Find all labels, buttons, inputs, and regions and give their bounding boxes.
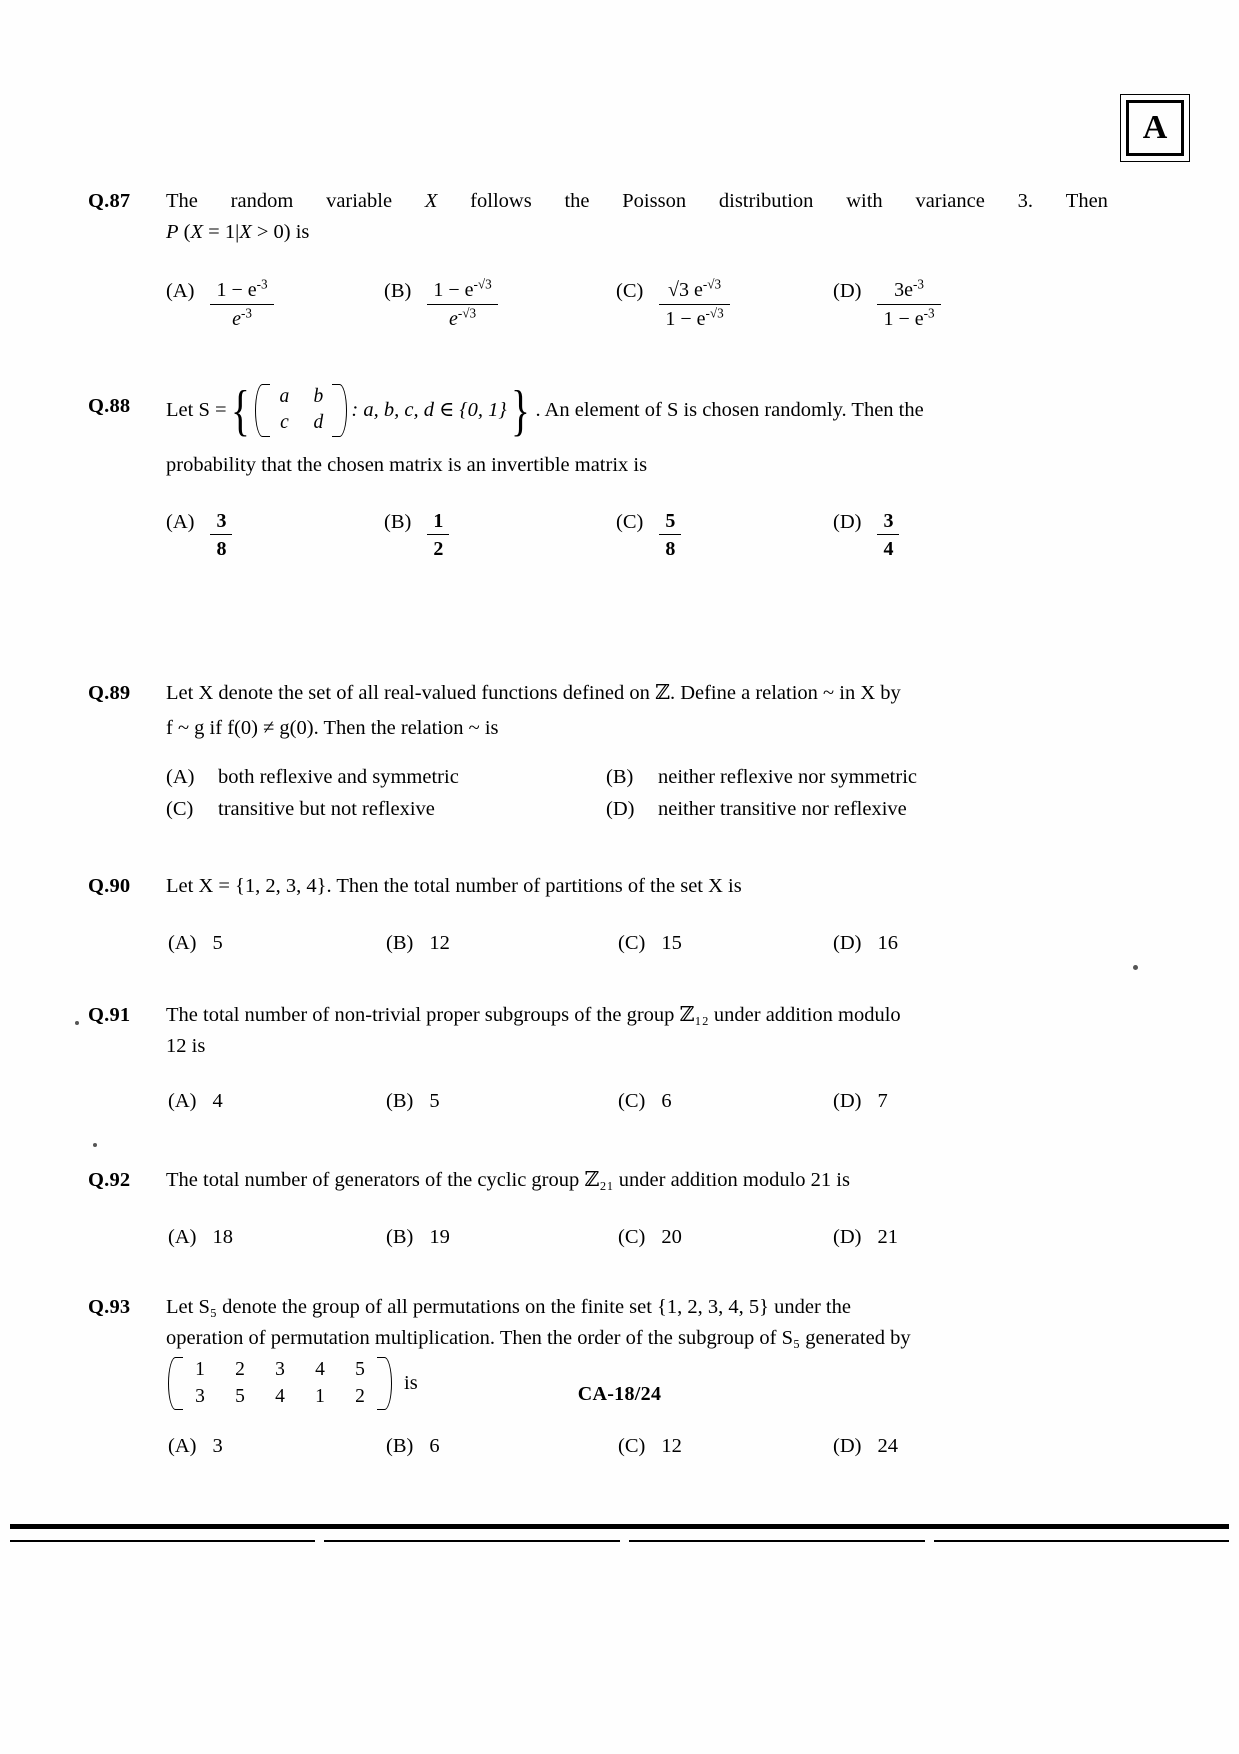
option-Q92-C[interactable]: (C) 20 xyxy=(618,1226,682,1249)
question-number-Q87: Q.87 xyxy=(88,190,131,212)
question-Q91 xyxy=(88,1000,1108,1124)
set-brace-close: } xyxy=(510,379,530,442)
question-stem-Q87-line2: P (X = 1|X > 0) is xyxy=(166,221,310,244)
question-stem-Q88-line1: Let S = { a b c d : a, b, c, d ∈ {0, 1} } . An element of S is chosen randomly. Then the xyxy=(166,379,924,442)
question-stem-Q87-line1: The random variable X follows the Poisson distribution with variance 3. Then xyxy=(166,190,1108,212)
option-Q89-D[interactable]: (D) neither transitive nor reflexive xyxy=(606,798,907,821)
option-Q93-B[interactable]: (B) 6 xyxy=(386,1434,440,1457)
scan-speck xyxy=(75,1021,79,1025)
question-stem-Q89-line1: Let X denote the set of all real-valued functions defined on ℤ. Define a relation ~ in X by xyxy=(166,682,901,704)
option-Q90-B[interactable]: (B) 12 xyxy=(386,932,450,955)
question-Q87 xyxy=(88,186,1108,350)
option-Q92-B[interactable]: (B) 19 xyxy=(386,1226,450,1249)
options-Q92 xyxy=(88,1226,1108,1260)
option-Q91-A[interactable]: (A) 4 xyxy=(168,1090,223,1113)
question-stem-Q93-after-matrix: is xyxy=(404,1372,418,1395)
options-Q93 xyxy=(88,1435,1108,1469)
paren-right-icon xyxy=(339,383,349,438)
option-Q87-A[interactable]: (A) $\frac{1 - e^{-3}}{e^{-3}}$ xyxy=(166,280,274,331)
option-Q92-D[interactable]: (D) 21 xyxy=(833,1226,898,1249)
option-Q91-D[interactable]: (D) 7 xyxy=(833,1090,888,1113)
option-Q88-D[interactable]: (D) $\frac{3}{4}$ xyxy=(833,511,899,562)
options-Q87 xyxy=(88,276,1108,350)
bottom-rules xyxy=(10,1524,1229,1542)
options-Q90 xyxy=(88,932,1108,966)
set-brace-open: { xyxy=(230,379,250,442)
paren-left-icon xyxy=(253,383,263,438)
option-Q87-C[interactable]: (C) $\frac{√3 e^{-√3}}{1 - e^{-√3}}$ xyxy=(616,280,730,331)
question-stem-Q90-line1: Let X = {1, 2, 3, 4}. Then the total number of partitions of the set X is xyxy=(166,875,742,897)
question-stem-Q89-line2: f ~ g if f(0) ≠ g(0). Then the relation ~ is xyxy=(166,717,499,740)
option-Q89-B[interactable]: (B) neither reflexive nor symmetric xyxy=(606,766,917,789)
option-Q87-A-fraction: $\frac{1 - e^{-3}}{e^{-3}}$ xyxy=(210,279,273,330)
option-Q91-B[interactable]: (B) 5 xyxy=(386,1090,440,1113)
question-number-Q92: Q.92 xyxy=(88,1169,131,1191)
question-Q90 xyxy=(88,871,1108,966)
question-number-Q91: Q.91 xyxy=(88,1004,131,1026)
option-Q87-B[interactable]: (B) $\frac{1 - e^{-√3}}{e^{-√3}}$ xyxy=(384,280,498,331)
question-number-Q90: Q.90 xyxy=(88,875,131,897)
option-Q87-C-fraction: $\frac{√3 e^{-√3}}{1 - e^{-√3}}$ xyxy=(659,279,729,330)
question-Q89 xyxy=(88,678,1108,836)
option-Q87-D-fraction: $\frac{3e^{-3}}{1 - e^{-3}}$ xyxy=(877,279,940,330)
options-Q91 xyxy=(88,1090,1108,1124)
option-Q88-B[interactable]: (B) $\frac{1}{2}$ xyxy=(384,511,449,562)
question-stem-Q93-line1: Let S₅ denote the group of all permutations on the finite set {1, 2, 3, 4, 5} under the xyxy=(166,1296,851,1318)
question-stem-Q88-line2: probability that the chosen matrix is an invertible matrix is xyxy=(166,453,648,476)
option-Q93-D[interactable]: (D) 24 xyxy=(833,1434,898,1457)
question-number-Q89: Q.89 xyxy=(88,682,131,704)
option-Q89-C[interactable]: (C) transitive but not reflexive xyxy=(166,798,435,821)
option-Q89-A[interactable]: (A) both reflexive and symmetric xyxy=(166,766,459,789)
option-Q93-A[interactable]: (A) 3 xyxy=(168,1434,223,1457)
option-Q88-A[interactable]: (A) $\frac{3}{8}$ xyxy=(166,511,232,562)
option-Q91-C[interactable]: (C) 6 xyxy=(618,1090,672,1113)
option-Q93-C[interactable]: (C) 12 xyxy=(618,1434,682,1457)
scan-speck xyxy=(93,1143,97,1147)
rule-thick xyxy=(10,1524,1229,1529)
question-stem-Q92-line1: The total number of generators of the cyclic group ℤ₂₁ under addition modulo 21 is xyxy=(166,1169,850,1191)
question-number-Q93: Q.93 xyxy=(88,1296,131,1318)
option-Q87-B-fraction: $\frac{1 - e^{-√3}}{e^{-√3}}$ xyxy=(427,279,497,330)
option-Q90-C[interactable]: (C) 15 xyxy=(618,932,682,955)
rule-thin xyxy=(10,1540,1229,1542)
question-stem-Q93-line2: operation of permutation multiplication. Then the order of the subgroup of S₅ generated by xyxy=(166,1327,911,1350)
question-Q93 xyxy=(88,1292,1108,1469)
option-Q87-D[interactable]: (D) $\frac{3e^{-3}}{1 - e^{-3}}$ xyxy=(833,280,941,331)
question-number-Q88: Q.88 xyxy=(88,395,131,417)
matrix-Q93: 1 2 3 4 5 3 5 4 1 2 xyxy=(166,1356,394,1411)
options-Q88 xyxy=(88,511,1108,571)
scan-speck xyxy=(1133,965,1138,970)
options-Q89 xyxy=(88,766,1108,836)
booklet-code-box: A xyxy=(1126,100,1184,156)
question-Q92 xyxy=(88,1165,1108,1260)
option-Q88-C[interactable]: (C) $\frac{5}{8}$ xyxy=(616,511,681,562)
matrix-Q88: a b c d xyxy=(253,383,349,438)
option-Q90-D[interactable]: (D) 16 xyxy=(833,932,898,955)
question-stem-Q91-line1: The total number of non-trivial proper subgroups of the group ℤ₁₂ under addition modulo xyxy=(166,1004,901,1026)
page-footer-code: CA-18/24 xyxy=(577,1383,662,1405)
question-Q88 xyxy=(88,379,1108,571)
option-Q92-A[interactable]: (A) 18 xyxy=(168,1226,233,1249)
question-stem-Q91-line2: 12 is xyxy=(166,1035,206,1058)
option-Q90-A[interactable]: (A) 5 xyxy=(168,932,223,955)
